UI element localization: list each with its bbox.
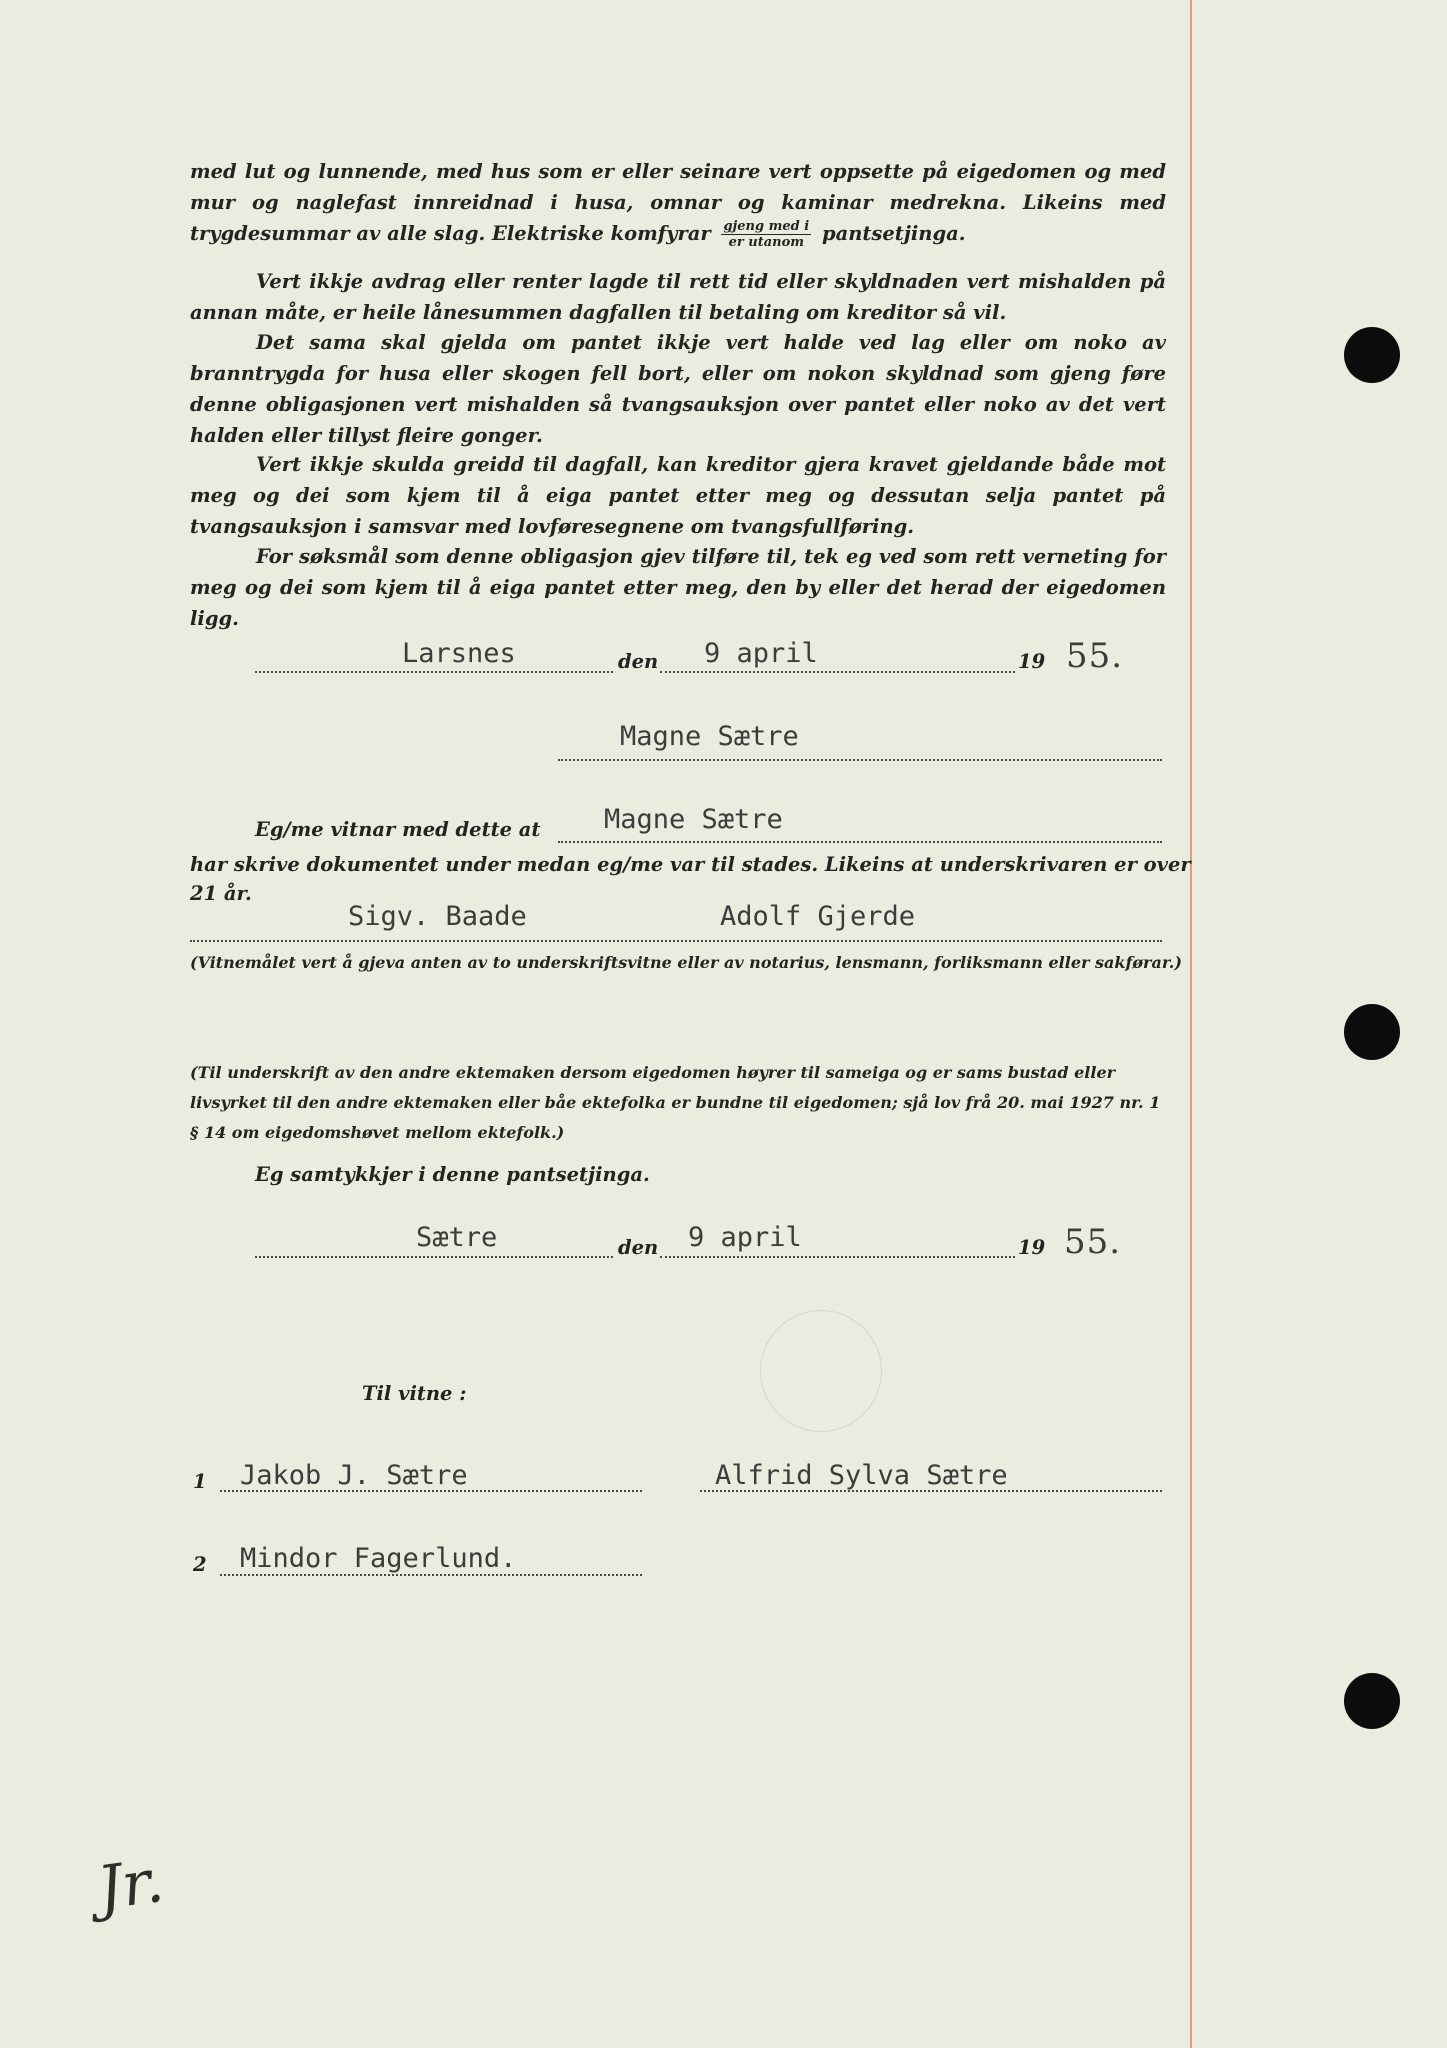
dotted-line [558,841,1162,843]
place-field-2: Sætre [416,1222,498,1253]
year-prefix: 19 [1018,1236,1046,1259]
consent-text: Eg samtykkjer i denne pantsetjinga. [255,1163,650,1186]
dotted-line [700,1490,1162,1492]
til-vitne-label: Til vitne : [362,1382,467,1405]
faint-stamp [760,1310,882,1432]
paragraph-collateral [190,156,1166,250]
witness-1-signature: Jakob J. Sætre [240,1460,468,1491]
fraction-top: gjeng med i [723,219,810,234]
witness-signature-line [190,940,1162,942]
date-field-2: 9 april [688,1222,802,1253]
year-field: 55. [1066,636,1124,676]
paragraph-text: med lut og lunnende, med hus som er eller seinare vert oppsette på eigedomen og med mur og naglefast innreidnad i husa, omnar og kaminar medrekna. Likeins med trygdesummar av alle slag. Elektriske komfyrar [190,160,1166,245]
fraction-choice [721,219,811,250]
paragraph-insurance [190,327,1166,451]
dotted-line [255,1256,613,1258]
year-field-2: 55. [1064,1222,1122,1262]
dotted-line [255,671,613,673]
dotted-line [220,1490,642,1492]
dotted-line [220,1574,642,1576]
witness-2-signature: Mindor Fagerlund. [240,1543,517,1574]
paragraph-text: Vert ikkje avdrag eller renter lagde til rett tid eller skyldnaden vert mishalden på annan måte, er heile lånesummen dagfallen til betaling om kreditor så vil. [190,270,1166,324]
den-label: den [618,650,659,673]
witness-signature-2: Adolf Gjerde [720,901,916,932]
den-label: den [618,1236,659,1259]
dotted-line [660,671,1015,673]
paragraph-enforcement [190,449,1166,542]
witness-intro: Eg/me vitnar med dette at [255,818,541,841]
paragraph-text: Det sama skal gjelda om pantet ikkje vert halde ved lag eller om noko av branntrygda for husa eller skogen fell bort, eller om nokon skyldnad som gjeng føre denne obligasjonen vert mishalden så tvangsauksjon over pantet eller noko av det vert halden eller tillyst fleire gonger. [190,331,1166,447]
spouse-note: (Til underskrift av den andre ektemaken dersom eigedomen høyrer til sameiga og er sams bustad eller livsyrket til den andre ektemaken eller båe ektefolka er bundne til eigedomen; sjå lov frå 20. mai 1927 nr. 1 § 14 om eigedomshøvet mellom ektefolk.) [190,1063,1161,1142]
fraction-bottom: er utanom [728,235,805,250]
punch-hole [1344,1004,1400,1060]
paragraph-text-end: pantsetjinga. [821,222,966,245]
paragraph-venue [190,541,1166,634]
witness-line3: 21 år. [190,882,252,905]
paragraph-text: Vert ikkje skulda greidd til dagfall, kan kreditor gjera kravet gjeldande både mot meg og dei som kjem til å eiga pantet etter meg og dessutan selja pantet på tvangsauksjon i samsvar med lovføresegnene om tvangsfullføring. [190,453,1166,538]
spouse-signature: Alfrid Sylva Sætre [715,1460,1008,1491]
witnessed-name: Magne Sætre [604,804,783,835]
witness-number-2: 2 [193,1553,207,1576]
witness-signature-1: Sigv. Baade [348,901,527,932]
signer-signature: Magne Sætre [620,721,799,752]
punch-hole [1344,1673,1400,1729]
paragraph-default [190,266,1166,328]
margin-line [1190,0,1192,2048]
witness-line2: har skrive dokumentet under medan eg/me var til stades. Likeins at underskrivaren er over [190,853,1191,876]
witness-number-1: 1 [193,1470,207,1493]
year-prefix: 19 [1018,650,1046,673]
handwritten-initials: Jr. [93,1845,168,1925]
punch-hole [1344,327,1400,383]
signature-line [558,759,1162,761]
paragraph-text: For søksmål som denne obligasjon gjev tilføre til, tek eg ved som rett verneting for meg og dei som kjem til å eiga pantet etter meg, den by eller det herad der eigedomen ligg. [190,545,1166,630]
dotted-line [660,1256,1015,1258]
date-field: 9 april [704,638,818,669]
place-field: Larsnes [402,638,516,669]
witness-note: (Vitnemålet vert å gjeva anten av to underskriftsvitne eller av notarius, lensmann, forliksmann eller sakførar.) [190,953,1182,972]
